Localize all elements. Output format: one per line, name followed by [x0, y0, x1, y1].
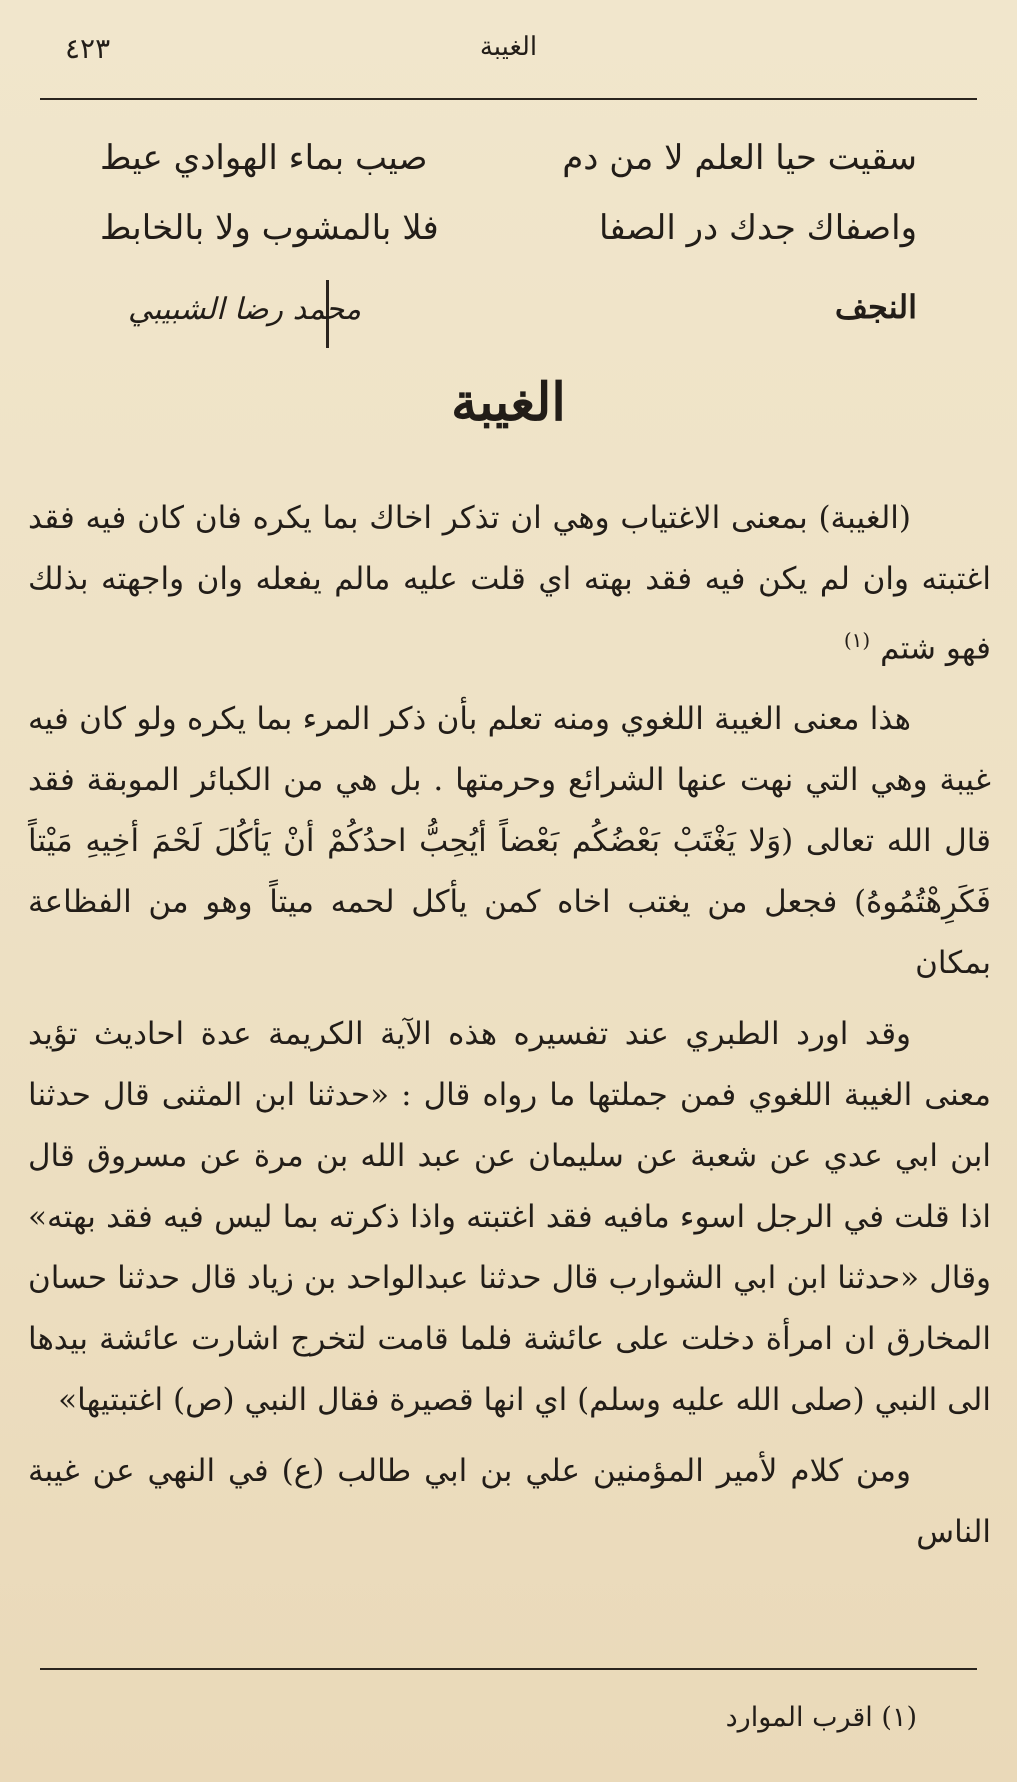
body-paragraph: هذا معنى الغيبة اللغوي ومنه تعلم بأن ذكر المرء بما يكره ولو كان فيه غيبة وهي التي نهت عنها الشرائع وحرمتها . بل هي من الكبائر الموبقة فقد قال الله تعالى (وَلا يَغْتَبْ بَعْضُكُم بَعْضاً أيُحِبُّ احدُكُمْ أنْ يَأكُلَ لَحْمَ أخِيهِ مَيْتاً فَكَرِهْتُمُوهُ) فجعل من يغتب اخاه كمن يأكل لحمه ميتاً وهو من الفظاعة بمكان	[28, 701, 991, 982]
footnote: (١) اقرب الموارد	[725, 1702, 917, 1733]
body-paragraph	[28, 488, 991, 679]
signature-author: محمد رضا الشبيبي	[128, 292, 362, 327]
body-paragraph: وقد اورد الطبري عند تفسيره هذه الآية الكريمة عدة احاديث تؤيد معنى الغيبة اللغوي فمن جملتها ما رواه قال : «حدثنا ابن المثنى قال حدثنا ابن ابي عدي عن شعبة عن سليمان عن عبد الله بن مرة عن مسروق قال اذا قلت في الرجل اسوء مافيه فقد اغتبته واذا ذكرته بما ليس فيه فقد بهته» وقال «حدثنا ابن ابي الشوارب قال حدثنا عبدالواحد بن زياد قال حدثنا حسان المخارق ان امرأة دخلت على عائشة فلما قامت لتخرج اشارت عائشة بيدها الى النبي (صلى الله عليه وسلم) اي انها قصيرة فقال النبي (ص) اغتبتيها»	[28, 1016, 991, 1419]
page-number: ٤٢٣	[65, 32, 111, 65]
verse-second-hemistich: فلا بالمشوب ولا بالخابط	[100, 208, 439, 248]
footnote-reference: (١)	[843, 628, 871, 652]
verse-first-hemistich: واصفاك جدك در الصفا	[598, 208, 917, 248]
verse-first-hemistich: سقيت حيا العلم لا من دم	[562, 138, 917, 178]
page-header	[40, 28, 977, 68]
paragraph-text: (الغيبة) بمعنى الاغتياب وهي ان تذكر اخاك بما يكره فان كان فيه فقد اغتبته وان لم يكن فيه فقد بهته اي قلت عليه مالم يفعله وان واجهته بذلك فهو شتم	[28, 500, 991, 667]
poem-verse	[100, 208, 917, 278]
body-paragraph: ومن كلام لأمير المؤمنين علي بن ابي طالب (ع) في النهي عن غيبة الناس	[28, 1453, 991, 1551]
running-title: الغيبة	[479, 32, 538, 62]
poem-verse	[100, 138, 917, 208]
poem-signature	[100, 280, 917, 350]
article-title: الغيبة	[451, 372, 566, 433]
verse-second-hemistich: صيب بماء الهوادي عيط	[100, 138, 428, 178]
signature-place: النجف	[834, 288, 917, 326]
header-divider	[40, 98, 977, 100]
article-body	[28, 488, 991, 1573]
footnote-divider	[40, 1668, 977, 1670]
poem-block	[100, 138, 917, 278]
